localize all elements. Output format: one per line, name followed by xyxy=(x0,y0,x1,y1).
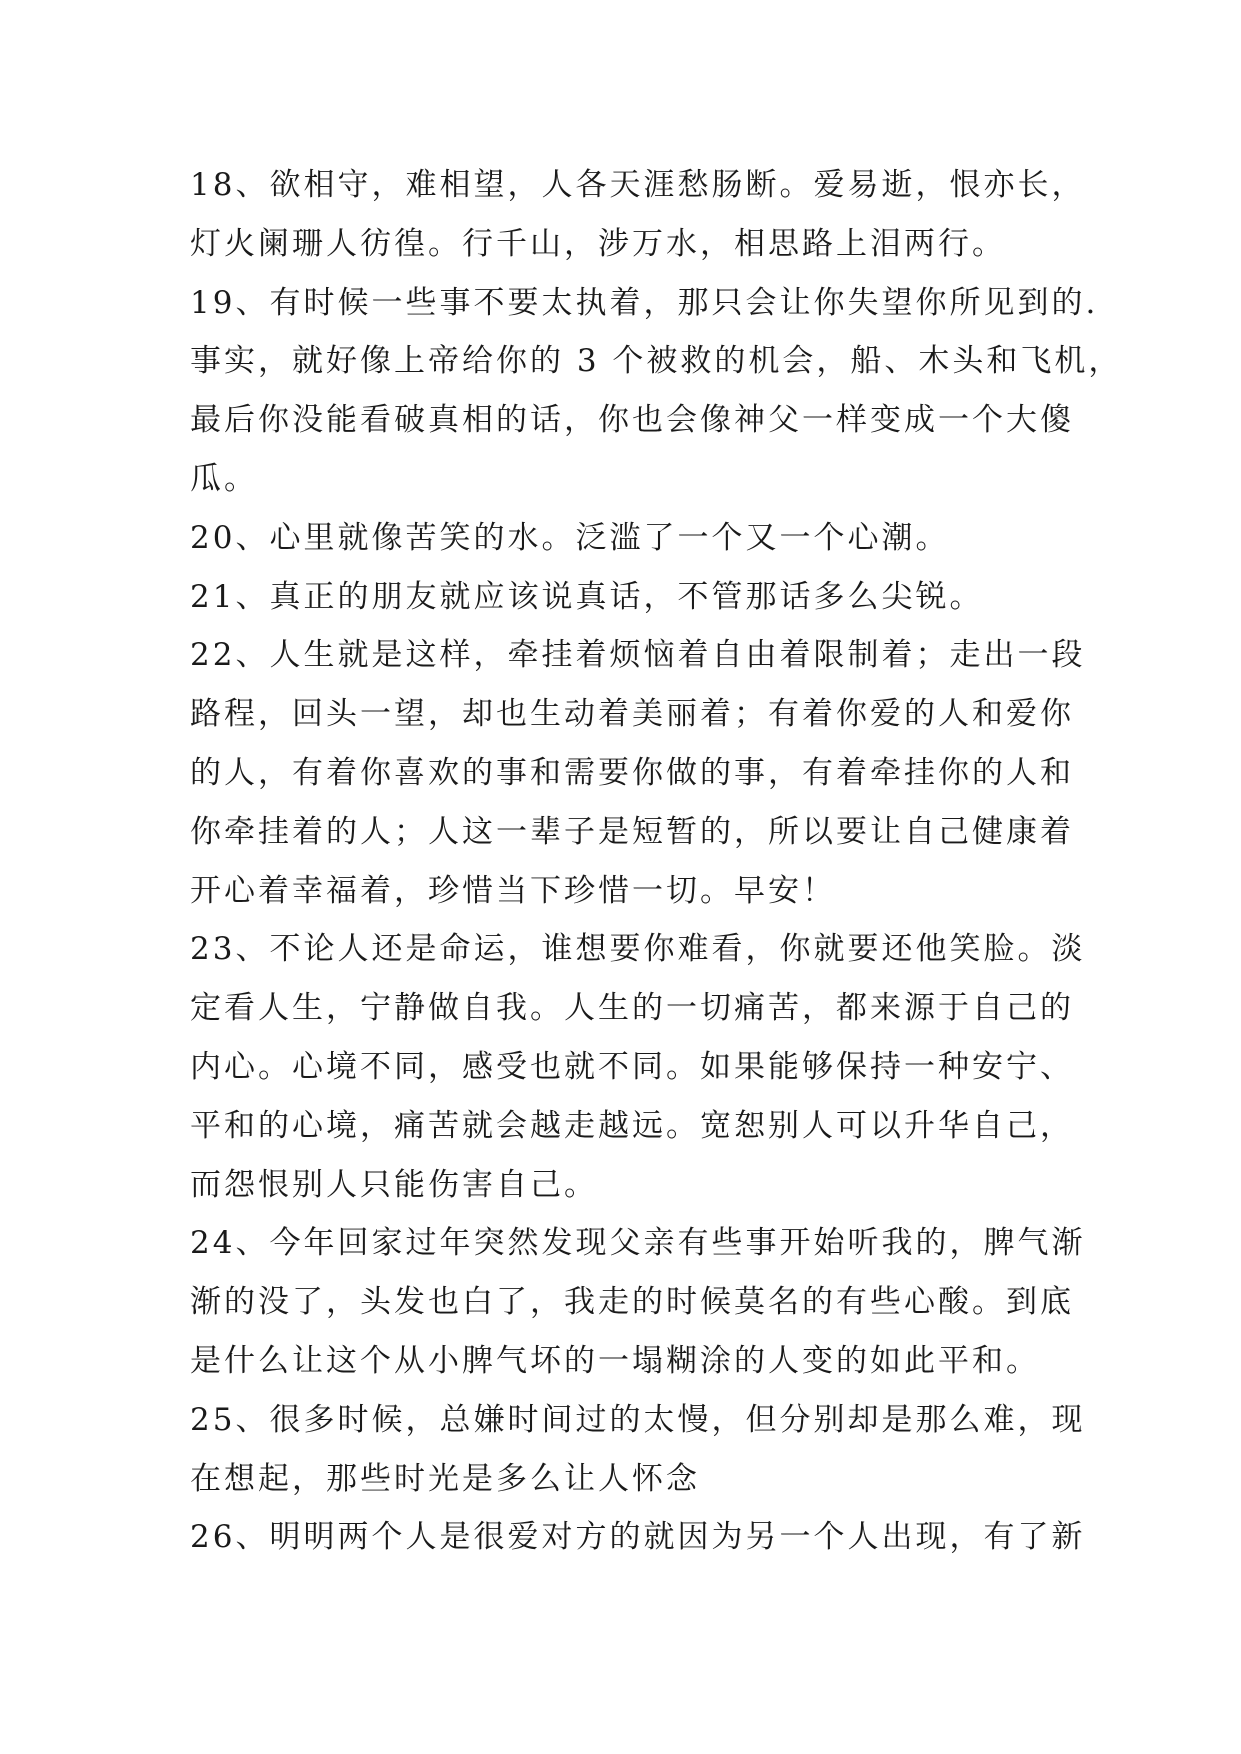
text-line: 24、今年回家过年突然发现父亲有些事开始听我的，脾气渐 xyxy=(190,1225,1086,1262)
text-line: 内心。心境不同，感受也就不同。如果能够保持一种安宁、 xyxy=(190,1048,1074,1085)
text-line: 开心着幸福着，珍惜当下珍惜一切。早安！ xyxy=(190,872,836,909)
text-line: 19、有时候一些事不要太执着，那只会让你失望你所见到的. xyxy=(190,284,1099,321)
text-line: 20、心里就像苦笑的水。泛滥了一个又一个心潮。 xyxy=(190,519,950,556)
text-line: 21、真正的朋友就应该说真话，不管那话多么尖锐。 xyxy=(190,578,984,615)
text-line: 22、人生就是这样，牵挂着烦恼着自由着限制着；走出一段 xyxy=(190,637,1086,674)
text-line: 在想起，那些时光是多么让人怀念 xyxy=(190,1460,700,1497)
document-body xyxy=(190,156,1123,1567)
text-line: 事实，就好像上帝给你的 3 个被救的机会，船、木头和飞机， xyxy=(190,343,1123,380)
text-line: 是什么让这个从小脾气坏的一塌糊涂的人变的如此平和。 xyxy=(190,1342,1040,1379)
text-line: 18、欲相守，难相望，人各天涯愁肠断。爱易逝，恨亦长， xyxy=(190,167,1086,203)
text-line: 瓜。 xyxy=(190,460,258,497)
text-line: 最后你没能看破真相的话，你也会像神父一样变成一个大傻 xyxy=(190,402,1074,439)
text-line: 你牵挂着的人；人这一辈子是短暂的，所以要让自己健康着 xyxy=(190,813,1074,850)
text-line: 25、很多时候，总嫌时间过的太慢，但分别却是那么难，现 xyxy=(190,1401,1086,1438)
text-line: 26、明明两个人是很爱对方的就因为另一个人出现，有了新 xyxy=(190,1519,1086,1556)
text-line: 23、不论人还是命运，谁想要你难看，你就要还他笑脸。淡 xyxy=(190,931,1086,968)
text-line: 灯火阑珊人彷徨。行千山，涉万水，相思路上泪两行。 xyxy=(190,225,1006,262)
text-line: 定看人生，宁静做自我。人生的一切痛苦，都来源于自己的 xyxy=(190,990,1074,1027)
text-line: 而怨恨别人只能伤害自己。 xyxy=(190,1166,598,1203)
text-line: 渐的没了，头发也白了，我走的时候莫名的有些心酸。到底 xyxy=(190,1284,1074,1321)
text-line: 的人，有着你喜欢的事和需要你做的事，有着牵挂你的人和 xyxy=(190,754,1074,791)
text-line: 路程，回头一望，却也生动着美丽着；有着你爱的人和爱你 xyxy=(190,696,1074,733)
text-line: 平和的心境，痛苦就会越走越远。宽恕别人可以升华自己， xyxy=(190,1107,1074,1144)
